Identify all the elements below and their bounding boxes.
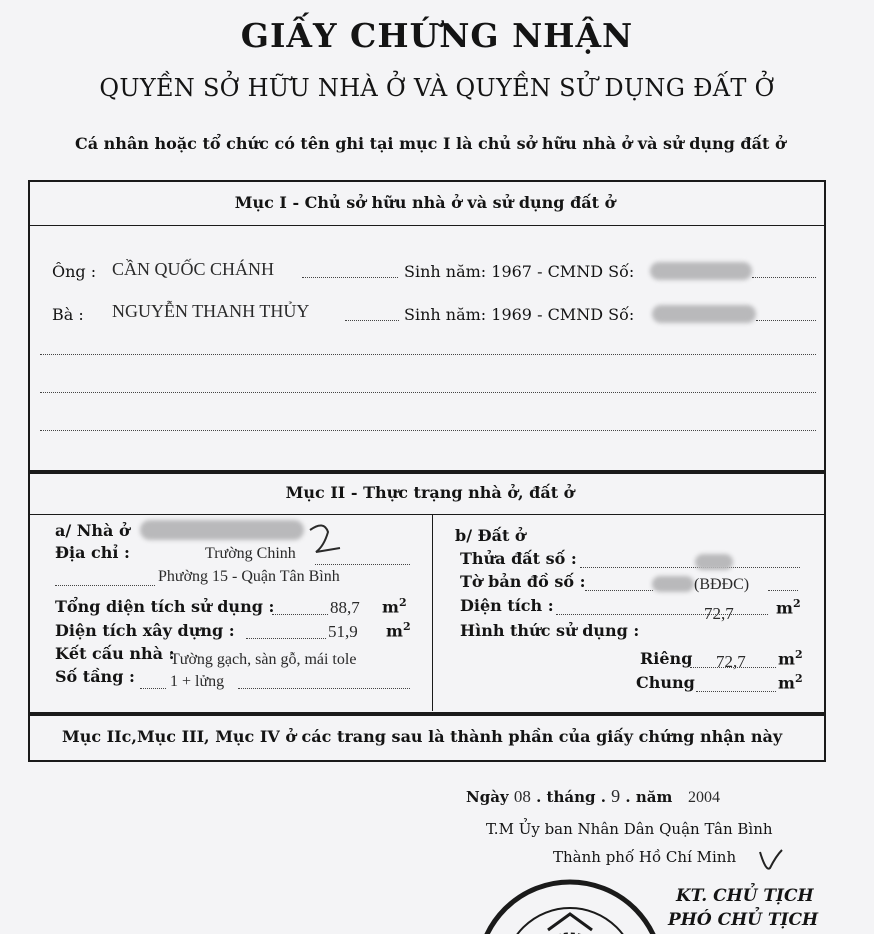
section1-divider — [30, 225, 824, 226]
shared-area-unit: $m^2$ — [778, 672, 803, 693]
private-area-value: 72,7 — [716, 652, 746, 671]
section1-title: Mục I - Chủ sở hữu nhà ở và sử dụng đất ở — [234, 193, 616, 212]
house-address-dots — [315, 564, 410, 565]
section2-title: Mục II - Thực trạng nhà ở, đất ở — [285, 483, 575, 502]
issuer-line-2: Thành phố Hồ Chí Minh — [553, 848, 737, 866]
floors-value: 1 + lửng — [170, 673, 225, 690]
build-area-unit-text: m — [386, 621, 403, 641]
owner2-dots-end — [756, 320, 816, 321]
month-label: tháng — [546, 788, 596, 806]
total-area-unit: $m^2$ — [382, 596, 407, 617]
land-area-unit-text: m — [776, 598, 793, 618]
section2-divider — [30, 514, 824, 515]
owner1-dots — [302, 277, 398, 278]
blank-line-3 — [40, 430, 816, 431]
official-seal — [470, 874, 670, 934]
year-value: 2004 — [688, 789, 721, 806]
usage-label: Hình thức sử dụng : — [460, 621, 640, 640]
total-area-label: Tổng diện tích sử dụng : — [55, 597, 275, 616]
plot-label: Thửa đất số : — [460, 549, 577, 568]
day-label: Ngày — [466, 788, 509, 806]
build-area-unit: $m^2$ — [386, 620, 411, 641]
house-address-street: Trường Chinh — [205, 545, 296, 562]
owner2-birth: Sinh năm: 1969 - CMND Số: — [404, 305, 635, 324]
owner1-birth: Sinh năm: 1967 - CMND Số: — [404, 262, 635, 281]
owner2-prefix: Bà : — [52, 305, 84, 324]
private-area-unit: $m^2$ — [778, 648, 803, 669]
land-area-dots — [556, 614, 768, 615]
private-label: Riêng — [640, 649, 693, 668]
house-heading: a/ Nhà ở — [55, 521, 130, 540]
document-subtitle: QUYỀN SỞ HỮU NHÀ Ở VÀ QUYỀN SỬ DỤNG ĐẤT Ở — [99, 74, 775, 102]
owner2-name: NGUYỄN THANH THỦY — [112, 301, 310, 321]
sign-title-1: KT. CHỦ TỊCH — [676, 886, 814, 906]
house-address-redacted — [140, 520, 304, 540]
owner1-name: CẦN QUỐC CHÁNH — [112, 259, 275, 279]
land-heading: b/ Đất ở — [455, 526, 526, 545]
shared-dots — [696, 691, 776, 692]
map-note: (BĐĐC) — [694, 576, 750, 593]
owner1-prefix: Ông : — [52, 262, 97, 281]
land-area-label: Diện tích : — [460, 596, 554, 615]
date-line: Ngày 08 . tháng . 9 . năm 2004 — [466, 786, 721, 806]
shared-area-unit-text: m — [778, 673, 795, 693]
owner2-id-redacted — [652, 305, 756, 323]
map-redacted — [652, 576, 694, 592]
total-area-dots — [272, 614, 328, 615]
house-address-ward: Phường 15 - Quận Tân Bình — [158, 568, 340, 585]
land-area-unit: $m^2$ — [776, 597, 801, 618]
build-area-label: Diện tích xây dựng : — [55, 621, 235, 640]
map-dots-end — [768, 590, 798, 591]
handwriting-mark — [300, 518, 360, 558]
sign-title-2: PHÓ CHỦ TỊCH — [668, 910, 819, 930]
day-value: 08 — [513, 787, 531, 806]
plot-redacted — [695, 554, 733, 570]
plot-dots — [580, 567, 800, 568]
owner2-dots — [345, 320, 399, 321]
build-area-value: 51,9 — [328, 622, 358, 641]
document-title: GIẤY CHỨNG NHẬN — [240, 16, 634, 55]
land-area-value: 72,7 — [704, 604, 734, 623]
section2-column-divider — [432, 515, 433, 711]
issuer-line-1: T.M Ủy ban Nhân Dân Quận Tân Bình — [486, 820, 773, 838]
year-label: năm — [635, 788, 673, 806]
shared-label: Chung — [636, 673, 695, 692]
floors-dots-2 — [238, 688, 410, 689]
owner1-id-redacted — [650, 262, 752, 280]
floors-dots-1 — [140, 688, 166, 689]
signature-mark — [756, 846, 786, 876]
intro-text: Cá nhân hoặc tổ chức có tên ghi tại mục I là chủ sở hữu nhà ở và sử dụng đất ở — [75, 134, 786, 153]
total-area-value: 88,7 — [330, 598, 360, 617]
house-address-label: Địa chỉ : — [55, 543, 130, 562]
map-dots — [585, 590, 653, 591]
blank-line-1 — [40, 354, 816, 355]
structure-label: Kết cấu nhà : — [55, 644, 175, 663]
map-label: Tờ bản đồ số : — [460, 572, 586, 591]
total-area-unit-text: m — [382, 597, 399, 617]
note-text: Mục IIc,Mục III, Mục IV ở các trang sau là thành phần của giấy chứng nhận này — [62, 727, 783, 746]
owner1-dots-end — [752, 277, 816, 278]
structure-value: Tường gạch, sàn gỗ, mái tole — [170, 651, 357, 668]
floors-label: Số tầng : — [55, 667, 135, 686]
build-area-dots — [246, 638, 326, 639]
private-area-unit-text: m — [778, 649, 795, 669]
house-ward-dots — [55, 585, 155, 586]
month-value: 9 — [611, 786, 621, 806]
blank-line-2 — [40, 392, 816, 393]
